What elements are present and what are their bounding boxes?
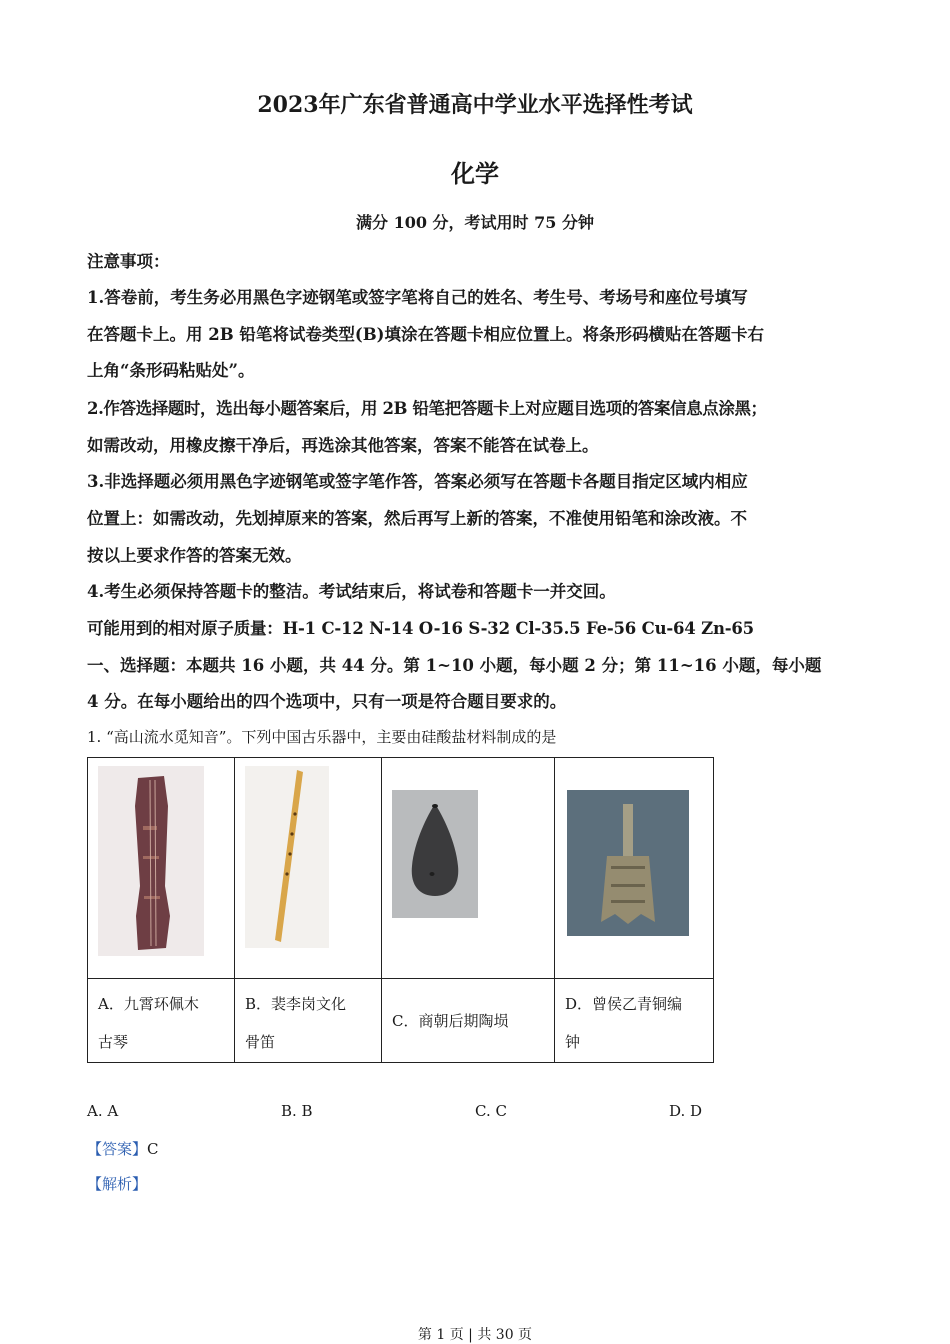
atomic-mass-line: 可能用到的相对原子质量：H-1 C-12 N-14 O-16 S-32 Cl-35.5 Fe-56 Cu-64 Zn-65	[87, 619, 754, 638]
option-a-label	[88, 979, 235, 1063]
option-c-label	[382, 979, 555, 1063]
option-a-image-cell	[88, 758, 235, 979]
exam-title: 2023年广东省普通高中学业水平选择性考试	[257, 92, 693, 118]
option-c-label-line1: C．商朝后期陶埙	[392, 1011, 509, 1030]
option-d-label	[555, 979, 714, 1063]
analysis-line	[87, 1173, 147, 1194]
section-heading: 4 分。在每小题给出的四个选项中，只有一项是符合题目要求的。	[87, 692, 567, 711]
option-b-label	[235, 979, 382, 1063]
answer-value: C	[147, 1140, 159, 1158]
options-table	[87, 757, 714, 1063]
instruction-line: 按以上要求作答的答案无效。	[87, 546, 302, 565]
instruction-line: 2.作答选择题时，选出每小题答案后，用 2B 铅笔把答题卡上对应题目选项的答案信息点涂黑；	[87, 399, 767, 418]
instruction-line: 4.考生必须保持答题卡的整洁。考试结束后，将试卷和答题卡一并交回。	[87, 582, 616, 601]
option-d-image-cell	[555, 758, 714, 979]
question-1-stem: 1. “高山流水觅知音”。下列中国古乐器中，主要由硅酸盐材料制成的是	[87, 728, 557, 746]
instruction-line: 1.答卷前，考生务必用黑色字迹钢笔或签字笔将自己的姓名、考生号、考场号和座位号填写	[87, 288, 748, 307]
option-d-label-line1: D．曾侯乙青铜编	[565, 995, 683, 1013]
page-footer: 第 1 页 | 共 30 页	[417, 1327, 533, 1343]
instruction-line: 3.非选择题必须用黑色字迹钢笔或签字笔作答，答案必须写在答题卡各题目指定区域内相应	[87, 472, 748, 491]
option-b-image-cell	[235, 758, 382, 979]
option-a-label-line1: A．九霄环佩木	[98, 995, 199, 1013]
section-heading: 一、选择题：本题共 16 小题，共 44 分。第 1~10 小题，每小题 2 分；第 11~16 小题，每小题	[87, 656, 822, 675]
analysis-label: 【解析】	[87, 1175, 148, 1193]
guqin-image	[98, 766, 204, 956]
choice-a: A. A	[87, 1102, 119, 1120]
option-a-label-line2: 古琴	[98, 1033, 129, 1051]
option-c-image-cell	[382, 758, 555, 979]
instruction-line: 上角“条形码粘贴处”。	[87, 361, 255, 380]
pottery-xun-image	[392, 790, 478, 918]
option-b-label-line2: 骨笛	[245, 1033, 276, 1051]
choice-b: B. B	[281, 1102, 313, 1120]
instruction-line: 在答题卡上。用 2B 铅笔将试卷类型(B)填涂在答题卡相应位置上。将条形码横贴在答题卡右	[87, 325, 764, 344]
bone-flute-image	[245, 766, 329, 948]
answer-label: 【答案】	[87, 1140, 148, 1158]
option-d-label-line2: 钟	[565, 1033, 581, 1051]
instructions-heading: 注意事项：	[87, 252, 170, 271]
choice-d: D. D	[669, 1102, 703, 1120]
bronze-bell-image	[567, 790, 689, 936]
instruction-line: 如需改动，用橡皮擦干净后，再选涂其他答案，答案不能答在试卷上。	[87, 436, 599, 455]
option-b-label-line1: B．裴李岗文化	[245, 995, 347, 1013]
instruction-line: 位置上：如需改动，先划掉原来的答案，然后再写上新的答案，不准使用铅笔和涂改液。不	[87, 509, 747, 528]
score-line: 满分 100 分，考试用时 75 分钟	[356, 213, 594, 232]
choice-c: C. C	[475, 1102, 507, 1120]
answer-line	[87, 1138, 159, 1159]
subject-title: 化学	[451, 159, 499, 188]
